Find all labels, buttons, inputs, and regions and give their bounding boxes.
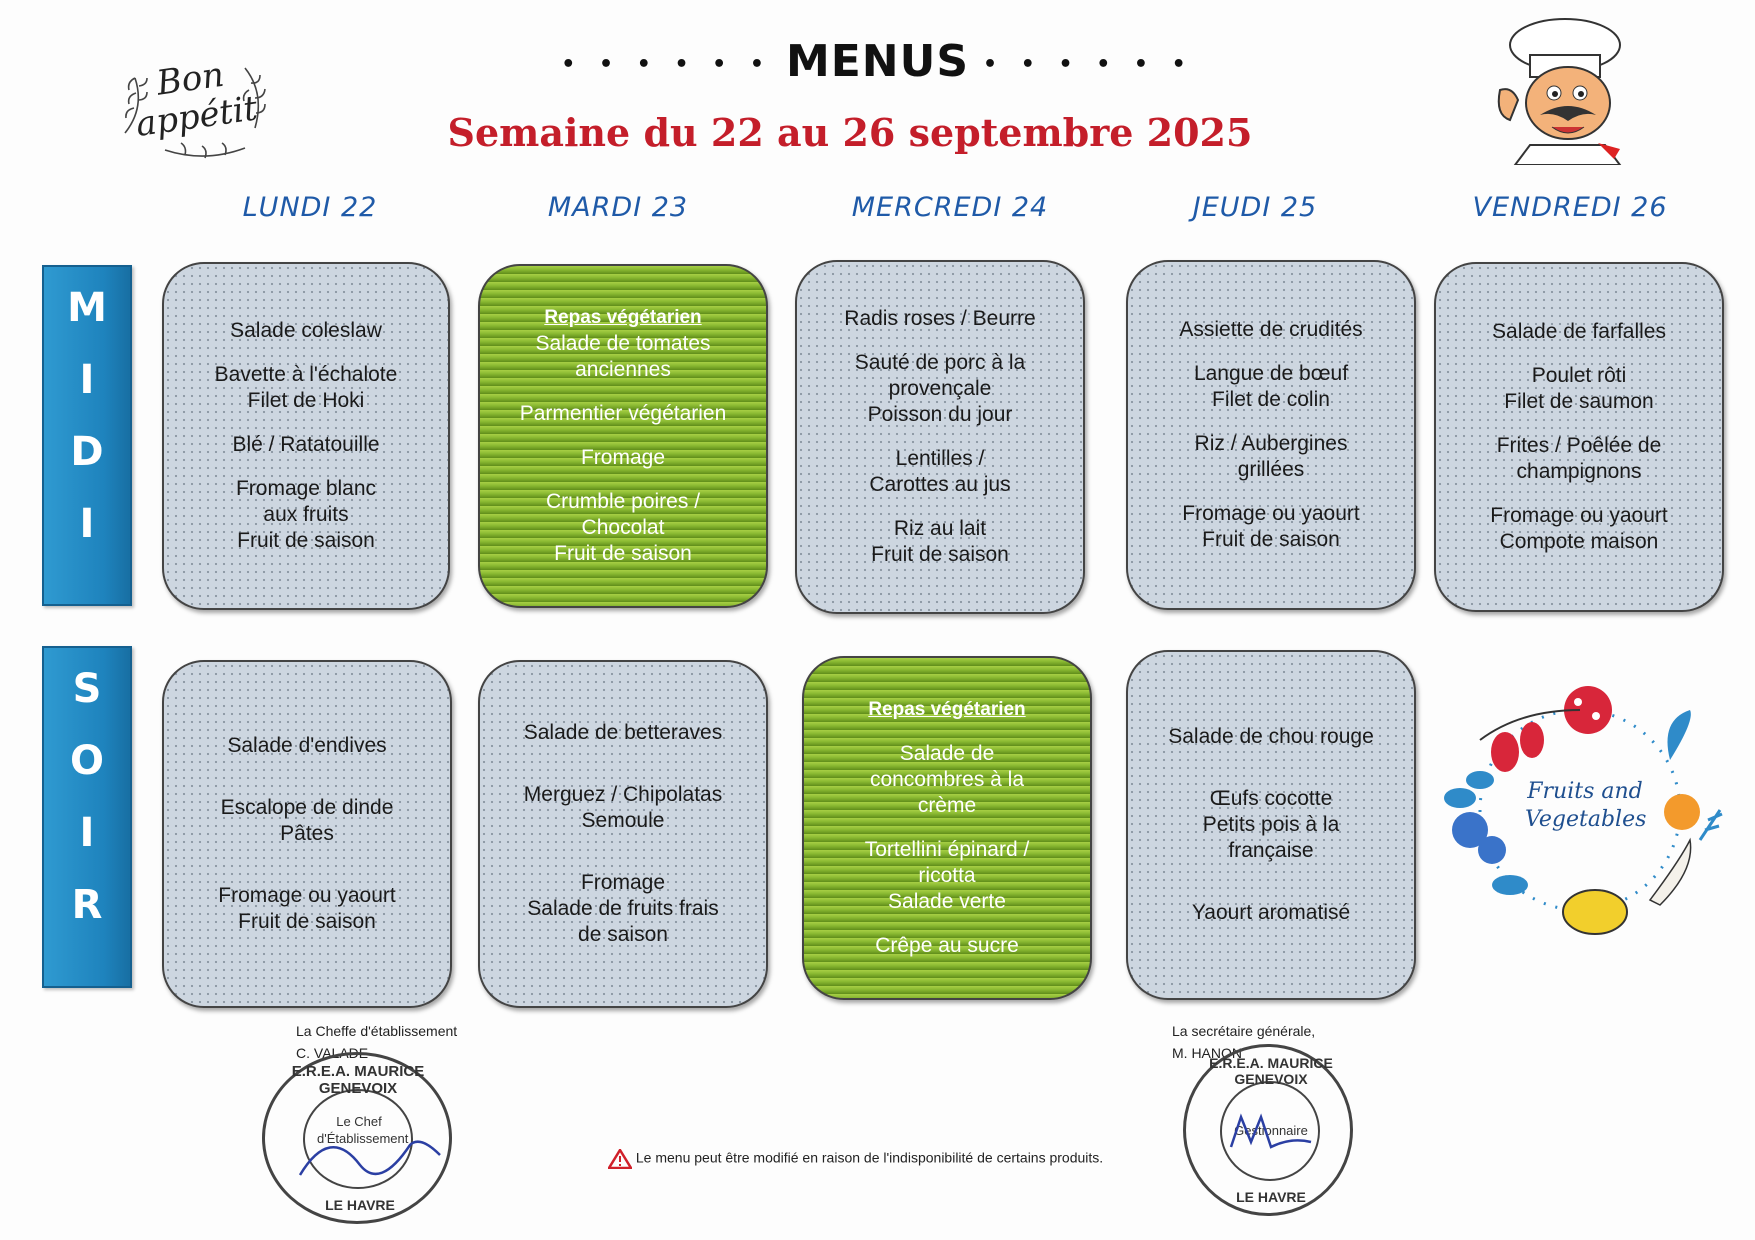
menu-item: Langue de bœuf Filet de colin	[1193, 362, 1349, 411]
menu-item: Yaourt aromatisé	[1191, 901, 1351, 924]
midi-letter: M	[67, 285, 107, 331]
midi-menu-mercredi	[795, 260, 1085, 614]
menu-item: Tortellini épinard / ricotta Salade verte	[864, 838, 1030, 913]
midi-letter: D	[70, 429, 104, 475]
menu-item: Merguez / Chipolatas Semoule	[523, 783, 723, 832]
title-dots-right: • • • • • •	[983, 51, 1194, 77]
left-signature-title: La Cheffe d'établissement	[296, 1023, 458, 1039]
menu-item: Sauté de porc à la provençale Poisson du jour	[854, 351, 1026, 426]
vegetarian-label: Repas végétarien	[544, 307, 702, 328]
left-signature-scribble-icon	[295, 1115, 445, 1185]
left-official-stamp	[262, 1052, 452, 1224]
menu-item: Fromage Salade de fruits frais de saison	[527, 871, 719, 946]
warning-icon	[608, 1149, 632, 1169]
menu-item: Fromage blanc aux fruits Fruit de saison	[235, 477, 377, 552]
midi-letter: I	[79, 501, 95, 547]
menu-item: Fromage ou yaourt Fruit de saison	[218, 884, 396, 933]
right-signature-scribble-icon	[1226, 1107, 1326, 1157]
left-stamp-ring-text: E.R.E.A. MAURICE GENEVOIX	[291, 1063, 425, 1097]
menu-item: Salade d'endives	[227, 734, 387, 757]
left-stamp-city: LE HAVRE	[325, 1197, 395, 1213]
right-stamp-city: LE HAVRE	[1236, 1189, 1306, 1205]
menu-item: Fromage ou yaourt Compote maison	[1490, 504, 1668, 553]
menu-item: Poulet rôti Filet de saumon	[1504, 364, 1654, 413]
soir-letter: R	[71, 882, 103, 928]
menu-item: Crumble poires / Chocolat Fruit de saison	[545, 490, 701, 565]
bon-appetit-text: Bon appétit	[133, 54, 260, 145]
day-header-mardi: MARDI 23	[547, 192, 689, 223]
soir-letter: O	[69, 738, 104, 784]
midi-menu-lundi	[162, 262, 450, 610]
midi-menu-jeudi	[1126, 260, 1416, 610]
menu-item: Salade de chou rouge	[1168, 725, 1374, 748]
day-header-vendredi: VENDREDI 26	[1472, 192, 1668, 223]
soir-letter: I	[79, 810, 95, 856]
menu-item: Blé / Ratatouille	[232, 433, 380, 456]
soir-menu-lundi	[162, 660, 452, 1008]
menu-item: Lentilles / Carottes au jus	[869, 447, 1011, 496]
menu-item: Crêpe au sucre	[875, 934, 1019, 957]
title-dots-left: • • • • • •	[561, 51, 772, 77]
menu-item: Escalope de dinde Pâtes	[220, 796, 394, 845]
fruits-vegetables-text: Fruits and Vegetables	[1525, 779, 1647, 832]
soir-menu-mardi	[478, 660, 768, 1008]
menu-item: Salade de betteraves	[523, 721, 723, 744]
right-official-stamp	[1183, 1044, 1353, 1216]
menu-item: Fromage ou yaourt Fruit de saison	[1182, 502, 1360, 551]
menu-item: Bavette à l'échalote Filet de Hoki	[214, 363, 398, 412]
menus-title-text: MENUS	[785, 36, 970, 87]
soir-menu-jeudi	[1126, 650, 1416, 1000]
right-signature-name: M. HANON	[1172, 1045, 1242, 1061]
midi-menu-mardi	[478, 264, 768, 608]
menu-item: Riz / Aubergines grillées	[1194, 432, 1348, 481]
right-stamp-ring-text: E.R.E.A. MAURICE GENEVOIX	[1209, 1055, 1333, 1087]
right-signature-title: La secrétaire générale,	[1172, 1023, 1316, 1039]
right-stamp-center-text: Gestionnaire	[1234, 1123, 1308, 1138]
day-header-jeudi: JEUDI 25	[1192, 192, 1318, 223]
vegetarian-label: Repas végétarien	[868, 699, 1026, 720]
menu-item: Fromage	[580, 446, 666, 469]
menu-item: Frites / Poêlée de champignons	[1496, 434, 1662, 483]
week-title: Semaine du 22 au 26 septembre 2025	[447, 110, 1253, 155]
soir-menu-mercredi	[802, 656, 1092, 1000]
soir-side-label	[42, 646, 132, 988]
menu-item: Salade de farfalles	[1492, 320, 1666, 343]
menu-item: Œufs cocotte Petits pois à la française	[1202, 787, 1340, 862]
midi-letter: I	[79, 357, 95, 403]
fruits-vegetables-illustration	[1420, 680, 1740, 940]
chef-illustration	[1480, 15, 1650, 165]
left-signature-name: C. VALADE	[296, 1045, 369, 1061]
day-header-lundi: LUNDI 22	[242, 192, 378, 223]
chef-icon	[1480, 15, 1650, 165]
midi-menu-vendredi	[1434, 262, 1724, 612]
disclaimer-note	[608, 1149, 1103, 1169]
menu-item: Salade de tomates anciennes	[535, 332, 711, 381]
soir-letter: S	[72, 666, 102, 712]
menu-item: Parmentier végétarien	[519, 402, 727, 425]
menu-item: Salade de concombres à la crème	[869, 742, 1025, 817]
day-header-mercredi: MERCREDI 24	[851, 192, 1049, 223]
midi-side-label	[42, 265, 132, 606]
menu-item: Salade coleslaw	[230, 319, 382, 342]
disclaimer-text: Le menu peut être modifié en raison de l'indisponibilité de certains produits.	[635, 1149, 1104, 1166]
menu-item: Riz au lait Fruit de saison	[871, 517, 1009, 566]
menu-item: Radis roses / Beurre	[844, 307, 1036, 330]
left-stamp-center-text: Le Chef d'Établissement	[317, 1114, 409, 1146]
menu-item: Assiette de crudités	[1179, 318, 1363, 341]
